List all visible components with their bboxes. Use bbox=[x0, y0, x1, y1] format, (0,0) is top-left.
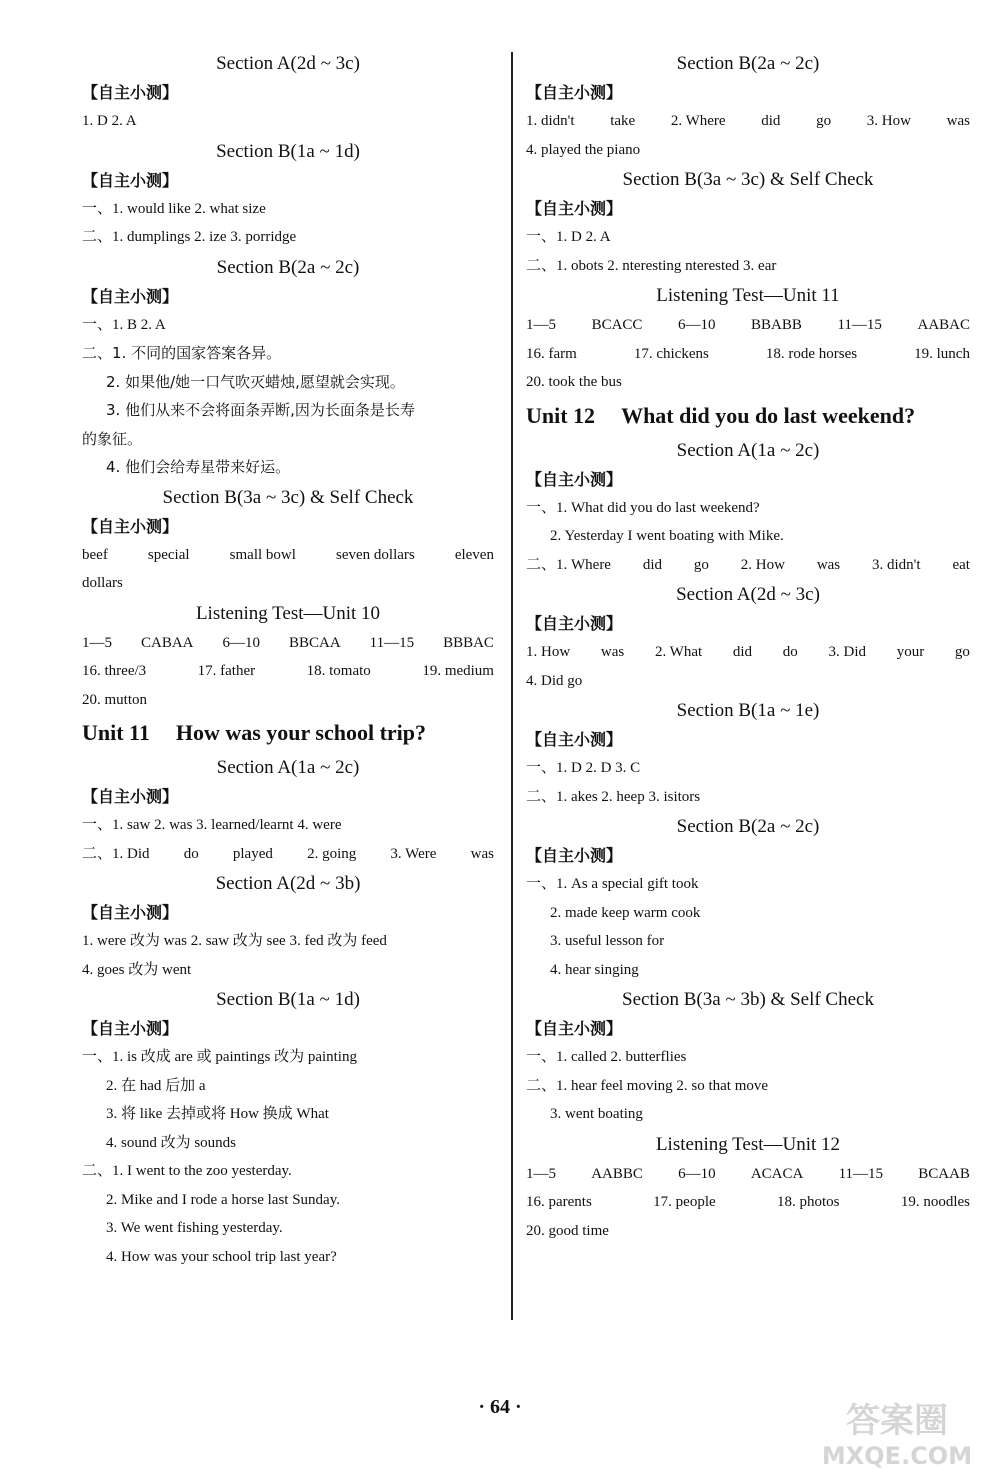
answer-part: was bbox=[470, 845, 494, 862]
answer-line: 3. We went fishing yesterday. bbox=[106, 1220, 283, 1236]
section-heading: Section A(1a ~ 2c) bbox=[216, 757, 360, 778]
exercise-label: 【自主小测】 bbox=[526, 1019, 623, 1038]
answer-line: 4. played the piano bbox=[526, 141, 641, 158]
answer-line: 3. useful lesson for bbox=[550, 933, 665, 949]
exercise-label: 【自主小测】 bbox=[82, 903, 179, 922]
answer-part: 3. Did bbox=[828, 644, 866, 660]
exercise-label: 【自主小测】 bbox=[526, 846, 623, 865]
answer-line bbox=[82, 657, 494, 686]
section-heading: Section B(3a ~ 3c) & Self Check bbox=[622, 169, 874, 190]
answer-part: 二、1. Where bbox=[526, 556, 611, 573]
exercise-label: 【自主小测】 bbox=[526, 730, 623, 749]
answer-line: 二、1. I went to the zoo yesterday. bbox=[82, 1163, 292, 1179]
answer-part: do bbox=[782, 644, 798, 660]
section-heading: Section A(2d ~ 3c) bbox=[216, 53, 360, 74]
answer-part: 3. Were bbox=[390, 845, 437, 862]
answer-part: AABBC bbox=[591, 1165, 643, 1182]
answer-part: go bbox=[693, 556, 709, 573]
answer-part: played bbox=[232, 845, 273, 862]
answer-part: CABAA bbox=[140, 634, 194, 651]
answer-part: 2. What bbox=[654, 644, 703, 660]
answer-part: did bbox=[642, 556, 663, 573]
answer-line: 2. 如果他/她一口气吹灭蜡烛,愿望就会实现。 bbox=[106, 372, 405, 391]
answer-part: AABAC bbox=[917, 317, 970, 333]
answer-line: 一、1. As a special gift took bbox=[526, 876, 699, 892]
answer-part: your bbox=[896, 644, 925, 660]
answer-part: BBBAC bbox=[443, 634, 494, 651]
section-heading: Section B(2a ~ 2c) bbox=[676, 53, 820, 74]
section-heading: Section B(2a ~ 2c) bbox=[216, 256, 360, 278]
answer-line: 一、1. is 改成 are 或 paintings 改为 painting bbox=[82, 1049, 357, 1065]
answer-line: 4. 他们会给寿星带来好运。 bbox=[106, 458, 291, 476]
answer-part: do bbox=[183, 845, 199, 862]
answer-line: 2. made keep warm cook bbox=[550, 904, 701, 921]
section-heading: Section A(2d ~ 3b) bbox=[215, 873, 361, 894]
unit-number: Unit 11 bbox=[82, 720, 150, 745]
answer-line: 二、1. 不同的国家答案各异。 bbox=[82, 344, 282, 362]
answer-line: 20. mutton bbox=[82, 691, 148, 708]
unit-question: What did you do last weekend? bbox=[621, 402, 916, 428]
answer-part: 2. going bbox=[307, 845, 357, 862]
exercise-label: 【自主小测】 bbox=[526, 469, 623, 489]
answer-line: 20. good time bbox=[526, 1222, 609, 1239]
unit-title bbox=[82, 714, 494, 752]
answer-part: 17. father bbox=[197, 663, 256, 679]
exercise-label: 【自主小测】 bbox=[82, 787, 179, 806]
answer-line: 一、1. saw 2. was 3. learned/learnt 4. were bbox=[82, 817, 342, 833]
answer-part: 2. Where bbox=[670, 113, 726, 129]
answer-line: 20. took the bus bbox=[526, 374, 622, 390]
answer-line: 二、1. dumplings 2. ize 3. porridge bbox=[82, 229, 297, 245]
answer-part: 19. medium bbox=[422, 663, 494, 679]
unit-title bbox=[526, 397, 970, 435]
answer-part: ACACA bbox=[750, 1165, 804, 1182]
answer-line bbox=[526, 1160, 970, 1189]
answer-line: dollars bbox=[82, 575, 123, 591]
section-heading: Section B(1a ~ 1d) bbox=[216, 140, 360, 162]
answer-line bbox=[526, 1188, 970, 1217]
answer-part: 1. How bbox=[526, 644, 571, 660]
page-number: · 64 · bbox=[478, 1396, 522, 1418]
answer-part: was bbox=[816, 556, 841, 573]
answer-line bbox=[82, 541, 494, 570]
answer-line: 3. 将 like 去掉或将 How 换成 What bbox=[106, 1106, 329, 1122]
answer-line: 二、1. obots 2. nteresting nterested 3. ear bbox=[526, 257, 777, 274]
answer-line: 2. Mike and I rode a horse last Sunday. bbox=[106, 1191, 340, 1208]
answer-part: BBABB bbox=[751, 317, 802, 333]
answer-line bbox=[82, 840, 494, 869]
unit-question: How was your school trip? bbox=[175, 720, 427, 745]
answer-part: eat bbox=[952, 556, 970, 573]
answer-line: 4. How was your school trip last year? bbox=[106, 1248, 337, 1265]
answer-line: 2. 在 had 后加 a bbox=[106, 1077, 206, 1094]
answer-part: seven dollars bbox=[336, 546, 415, 563]
answer-part: go bbox=[816, 113, 832, 129]
unit-number: Unit 12 bbox=[526, 402, 596, 428]
answer-part: BCAAB bbox=[918, 1165, 970, 1182]
exercise-label: 【自主小测】 bbox=[82, 1019, 179, 1038]
answer-part: take bbox=[610, 113, 636, 129]
answer-part: 二、1. Did bbox=[82, 845, 150, 862]
answer-line bbox=[526, 311, 970, 340]
answer-part: was bbox=[600, 644, 625, 660]
right-column bbox=[526, 48, 970, 1245]
answer-part: 3. How bbox=[866, 113, 911, 129]
answer-line: 一、1. D 2. A bbox=[526, 229, 611, 245]
answer-line: 3. went boating bbox=[550, 1106, 643, 1122]
answer-line bbox=[526, 551, 970, 580]
section-heading: Section B(2a ~ 2c) bbox=[676, 816, 820, 837]
answer-line: 4. sound 改为 sounds bbox=[106, 1134, 237, 1151]
answer-part: 18. rode horses bbox=[765, 345, 858, 362]
left-column bbox=[82, 48, 494, 1271]
answer-line: 一、1. would like 2. what size bbox=[82, 200, 266, 217]
answer-line: 二、1. hear feel moving 2. so that move bbox=[526, 1077, 769, 1094]
exercise-label: 【自主小测】 bbox=[82, 83, 179, 102]
answer-line bbox=[526, 107, 970, 136]
exercise-label: 【自主小测】 bbox=[82, 516, 179, 536]
answer-part: 3. didn't bbox=[872, 556, 921, 573]
answer-part: 16. farm bbox=[526, 345, 577, 362]
answer-line: 4. Did go bbox=[526, 672, 583, 689]
answer-part: beef bbox=[82, 546, 108, 563]
exercise-label: 【自主小测】 bbox=[526, 614, 623, 633]
answer-part: did bbox=[732, 644, 753, 660]
section-heading: Listening Test—Unit 11 bbox=[656, 285, 840, 306]
answer-line: 一、1. called 2. butterflies bbox=[526, 1049, 687, 1065]
section-heading: Section B(1a ~ 1d) bbox=[216, 989, 360, 1010]
answer-part: eleven bbox=[454, 546, 494, 563]
section-heading: Listening Test—Unit 12 bbox=[655, 1133, 841, 1155]
answer-part: 2. How bbox=[740, 556, 785, 573]
answer-line: 一、1. What did you do last weekend? bbox=[526, 499, 760, 516]
answer-part: small bowl bbox=[229, 546, 296, 563]
answer-part: 17. people bbox=[653, 1194, 716, 1210]
answer-part: 1—5 bbox=[82, 634, 112, 651]
answer-part: 18. photos bbox=[776, 1194, 840, 1210]
section-heading: Section B(3a ~ 3c) & Self Check bbox=[162, 486, 414, 508]
exercise-label: 【自主小测】 bbox=[526, 199, 623, 218]
answer-part: 11—15 bbox=[837, 317, 882, 333]
answer-line: 1. D 2. A bbox=[82, 113, 137, 129]
section-heading: Section B(1a ~ 1e) bbox=[676, 700, 820, 721]
answer-part: 1—5 bbox=[526, 1165, 556, 1182]
answer-part: BCACC bbox=[591, 317, 643, 333]
answer-part: 16. three/3 bbox=[82, 663, 147, 679]
answer-line: 4. goes 改为 went bbox=[82, 961, 192, 978]
answer-part: 17. chickens bbox=[633, 345, 709, 362]
answer-part: 6—10 bbox=[222, 634, 260, 651]
exercise-label: 【自主小测】 bbox=[82, 286, 179, 306]
answer-line: 4. hear singing bbox=[550, 961, 639, 978]
answer-part: 6—10 bbox=[678, 1165, 716, 1182]
answer-line: 的象征。 bbox=[82, 429, 143, 448]
answer-line: 2. Yesterday I went boating with Mike. bbox=[550, 528, 784, 544]
watermark-en: MXQE.COM bbox=[821, 1442, 973, 1470]
answer-part: was bbox=[946, 113, 970, 129]
exercise-label: 【自主小测】 bbox=[526, 83, 623, 102]
answer-part: 11—15 bbox=[838, 1165, 884, 1182]
section-heading: Listening Test—Unit 10 bbox=[195, 602, 381, 624]
answer-part: 16. parents bbox=[526, 1194, 592, 1210]
answer-line bbox=[526, 340, 970, 369]
answer-part: 19. noodles bbox=[900, 1194, 970, 1210]
answer-part: 1—5 bbox=[526, 317, 556, 333]
watermark-cn: 答案圈 bbox=[846, 1401, 948, 1441]
answer-part: 19. lunch bbox=[914, 345, 970, 362]
section-heading: Section A(1a ~ 2c) bbox=[676, 439, 820, 461]
answer-line: 1. were 改为 was 2. saw 改为 see 3. fed 改为 feed bbox=[82, 933, 387, 949]
answer-line bbox=[82, 629, 494, 658]
answer-line: 3. 他们从来不会将面条弄断,因为长面条是长寿 bbox=[106, 401, 415, 419]
answer-line bbox=[526, 638, 970, 667]
exercise-label: 【自主小测】 bbox=[82, 170, 179, 190]
section-heading: Section A(2d ~ 3c) bbox=[676, 584, 820, 605]
answer-part: 6—10 bbox=[677, 317, 716, 333]
answer-part: did bbox=[761, 113, 781, 129]
answer-line: 二、1. akes 2. heep 3. isitors bbox=[526, 788, 701, 805]
section-heading: Section B(3a ~ 3b) & Self Check bbox=[622, 989, 874, 1010]
column-divider bbox=[511, 52, 513, 1320]
answer-part: go bbox=[954, 644, 970, 660]
answer-part: 11—15 bbox=[369, 634, 415, 651]
answer-part: special bbox=[147, 546, 190, 563]
watermark-logo bbox=[812, 1392, 982, 1472]
answer-part: 18. tomato bbox=[306, 663, 371, 679]
answer-line: 一、1. B 2. A bbox=[82, 316, 166, 333]
answer-part: BBCAA bbox=[288, 634, 341, 651]
answer-part: 1. didn't bbox=[526, 113, 575, 129]
answer-line: 一、1. D 2. D 3. C bbox=[526, 760, 641, 776]
